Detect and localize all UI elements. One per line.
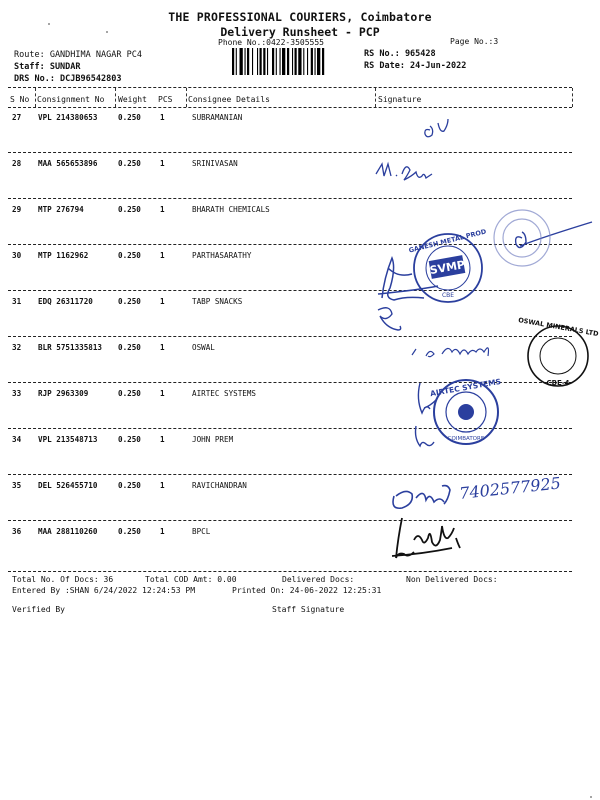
cell-sno: 33 bbox=[12, 389, 22, 398]
cell-pcs: 1 bbox=[160, 527, 165, 536]
col-header-consignment: Consignment No bbox=[37, 95, 105, 104]
cell-sno: 35 bbox=[12, 481, 22, 490]
handwritten-phone-note: 7402577925 bbox=[458, 473, 562, 503]
phone-number: Phone No.:0422-3505555 bbox=[218, 38, 324, 47]
cell-weight: 0.250 bbox=[118, 297, 141, 306]
cell-weight: 0.250 bbox=[118, 481, 141, 490]
handwritten-signature bbox=[516, 222, 592, 248]
non-delivered-docs: Non Delivered Docs: bbox=[406, 575, 498, 584]
table-top-rule bbox=[8, 87, 572, 88]
cell-weight: 0.250 bbox=[118, 527, 141, 536]
stamp-bottom-text: CBE-4 bbox=[546, 379, 570, 387]
cell-consignee: OSWAL bbox=[192, 343, 215, 352]
runsheet-title: Delivery Runsheet - PCP bbox=[220, 25, 380, 39]
col-header-weight: Weight bbox=[118, 95, 147, 104]
cell-pcs: 1 bbox=[160, 297, 165, 306]
col-header-pcs: PCS bbox=[158, 95, 173, 104]
col-divider bbox=[35, 88, 36, 107]
drs-number: DRS No.: DCJB96542803 bbox=[14, 74, 122, 84]
cell-consignee: PARTHASARATHY bbox=[192, 251, 252, 260]
signature-column-marks bbox=[372, 108, 600, 576]
handwritten-signature bbox=[412, 348, 489, 357]
cell-sno: 28 bbox=[12, 159, 22, 168]
col-divider bbox=[115, 88, 116, 107]
col-divider bbox=[186, 88, 187, 107]
cell-pcs: 1 bbox=[160, 389, 165, 398]
cell-consignee: RAVICHANDRAN bbox=[192, 481, 247, 490]
cell-consignee: BHARATH CHEMICALS bbox=[192, 205, 270, 214]
col-divider bbox=[572, 88, 573, 107]
handwritten-signature bbox=[416, 426, 435, 446]
handwritten-signature bbox=[378, 308, 401, 330]
cell-pcs: 1 bbox=[160, 435, 165, 444]
cell-consignment: MAA 288110260 bbox=[38, 527, 98, 536]
cell-consignee: AIRTEC SYSTEMS bbox=[192, 389, 257, 398]
scan-speck bbox=[590, 796, 592, 798]
delivered-docs: Delivered Docs: bbox=[282, 575, 355, 584]
page-number: Page No.:3 bbox=[450, 37, 499, 46]
cell-consignee: BPCL bbox=[192, 527, 211, 536]
col-header-signature: Signature bbox=[378, 95, 422, 104]
cell-pcs: 1 bbox=[160, 481, 165, 490]
cell-pcs: 1 bbox=[160, 251, 165, 260]
cell-consignee: TABP SNACKS bbox=[192, 297, 243, 306]
scan-speck bbox=[48, 23, 50, 25]
col-header-sno: S No bbox=[10, 95, 30, 104]
cell-weight: 0.250 bbox=[118, 113, 141, 122]
cell-consignment: DEL 526455710 bbox=[38, 481, 98, 490]
printed-on: Printed On: 24-06-2022 12:25:31 bbox=[232, 586, 382, 595]
cell-consignment: VPL 213548713 bbox=[38, 435, 98, 444]
total-docs: Total No. Of Docs: 36 bbox=[12, 575, 114, 584]
stamp-top-text: AIRTEC SYSTEMS bbox=[429, 376, 502, 399]
scan-speck bbox=[106, 31, 108, 33]
staff-signature-label: Staff Signature bbox=[272, 605, 345, 614]
stamp-bottom-text: COIMBATORE bbox=[447, 436, 485, 442]
cell-consignment: MTP 276794 bbox=[38, 205, 84, 214]
handwritten-signature bbox=[425, 119, 448, 137]
stamp-fill bbox=[458, 404, 474, 420]
barcode-image bbox=[232, 48, 352, 75]
footer-rule bbox=[8, 571, 572, 572]
handwritten-signature bbox=[392, 518, 460, 558]
rs-number: RS No.: 965428 bbox=[364, 49, 436, 59]
cell-weight: 0.250 bbox=[118, 343, 141, 352]
cell-sno: 34 bbox=[12, 435, 22, 444]
cell-consignee: JOHN PREM bbox=[192, 435, 234, 444]
stamp-bottom-text: CBE bbox=[441, 292, 455, 299]
cell-sno: 30 bbox=[12, 251, 22, 260]
cell-weight: 0.250 bbox=[118, 435, 141, 444]
cell-weight: 0.250 bbox=[118, 389, 141, 398]
stamp-center-text: SVMP bbox=[428, 258, 466, 278]
route: Route: GANDHIMA NAGAR PC4 bbox=[14, 50, 142, 60]
handwritten-signature bbox=[393, 486, 450, 509]
cell-consignment: EDQ 26311720 bbox=[38, 297, 93, 306]
cell-consignment: MTP 1162962 bbox=[38, 251, 89, 260]
cell-consignee: SRINIVASAN bbox=[192, 159, 238, 168]
stamp-top-text: OSWAL MINERALS LTD bbox=[517, 316, 600, 339]
cell-consignee: SUBRAMANIAN bbox=[192, 113, 243, 122]
cell-weight: 0.250 bbox=[118, 205, 141, 214]
cell-weight: 0.250 bbox=[118, 159, 141, 168]
cell-consignment: VPL 214380653 bbox=[38, 113, 98, 122]
total-cod: Total COD Amt: 0.00 bbox=[145, 575, 237, 584]
verified-by: Verified By bbox=[12, 605, 65, 614]
cell-sno: 29 bbox=[12, 205, 22, 214]
cell-pcs: 1 bbox=[160, 159, 165, 168]
cell-sno: 27 bbox=[12, 113, 22, 122]
cell-consignment: MAA 565653896 bbox=[38, 159, 98, 168]
cell-pcs: 1 bbox=[160, 205, 165, 214]
cell-weight: 0.250 bbox=[118, 251, 141, 260]
company-stamp bbox=[528, 326, 588, 386]
stamp-top-text: GANESH METAL PROD bbox=[407, 227, 488, 255]
rs-date: RS Date: 24-Jun-2022 bbox=[364, 61, 467, 71]
cell-consignment: RJP 2963309 bbox=[38, 389, 89, 398]
cell-pcs: 1 bbox=[160, 113, 165, 122]
cell-sno: 31 bbox=[12, 297, 22, 306]
company-title: THE PROFESSIONAL COURIERS, Coimbatore bbox=[168, 10, 432, 24]
cell-pcs: 1 bbox=[160, 343, 165, 352]
cell-sno: 36 bbox=[12, 527, 22, 536]
staff: Staff: SUNDAR bbox=[14, 62, 81, 72]
entered-by: Entered By :SHAN 6/24/2022 12:24:53 PM bbox=[12, 586, 196, 595]
cell-consignment: BLR 5751335813 bbox=[38, 343, 103, 352]
handwritten-signature bbox=[376, 164, 432, 180]
col-divider bbox=[375, 88, 376, 107]
cell-sno: 32 bbox=[12, 343, 22, 352]
col-header-consignee: Consignee Details bbox=[188, 95, 270, 104]
